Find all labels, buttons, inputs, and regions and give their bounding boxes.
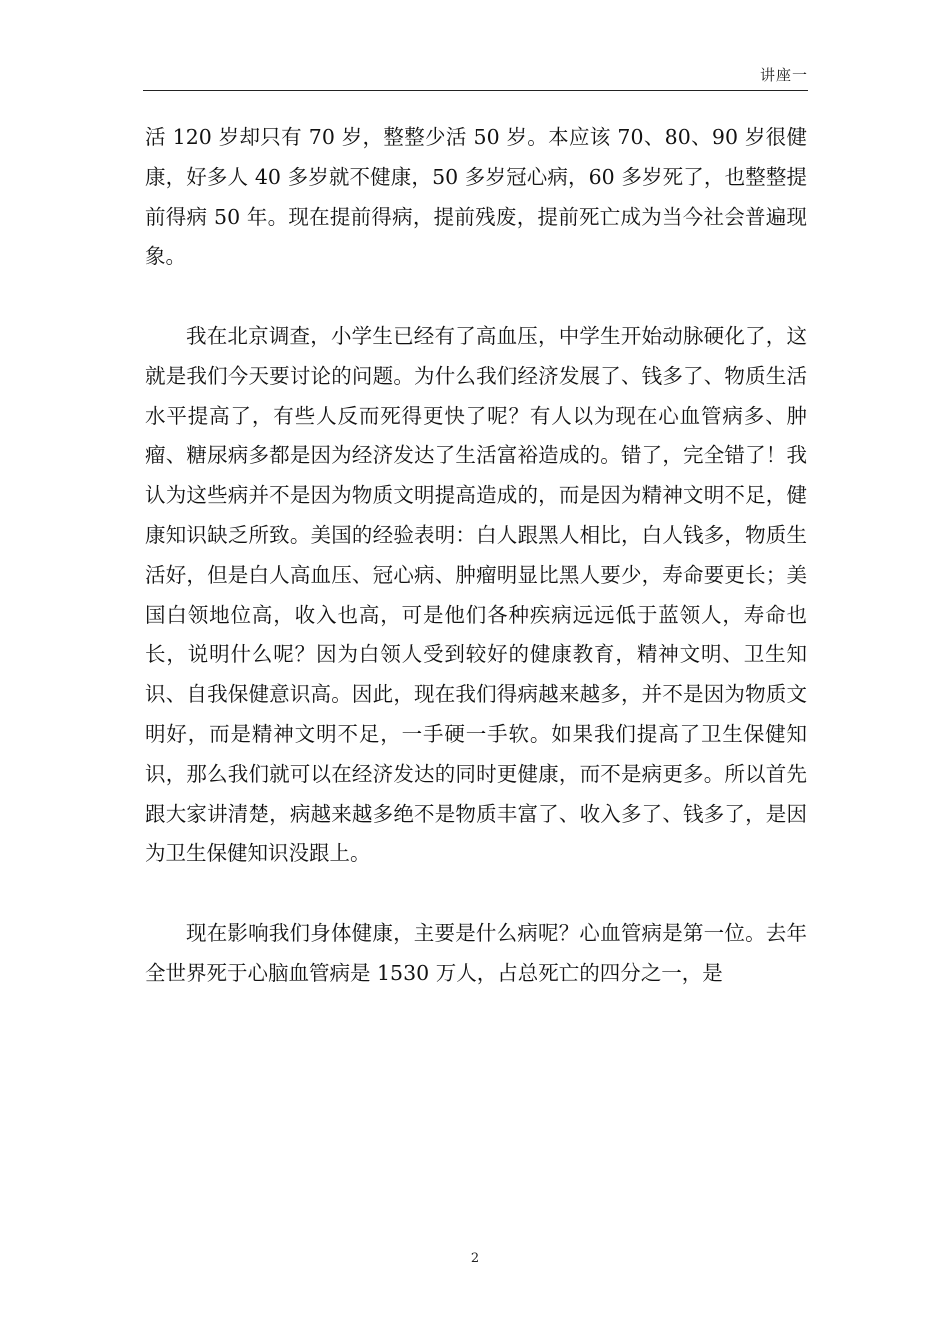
paragraph-beijing-survey: 我在北京调查，小学生已经有了高血压，中学生开始动脉硬化了，这就是我们今天要讨论的问题。为什么我们经济发展了、钱多了、物质生活水平提高了，有些人反而死得更快了呢？有人以为现在心血管病多、肿瘤、糖尿病多都是因为经济发达了生活富裕造成的。错了，完全错了！我认为这些病并不是因为物质文明提高造成的，而是因为精神文明不足，健康知识缺乏所致。美国的经验表明：白人跟黑人相比，白人钱多，物质生活好，但是白人高血压、冠心病、肿瘤明显比黑人要少，寿命要更长；美国白领地位高，收入也高，可是他们各种疾病远远低于蓝领人，寿命也长，说明什么呢？因为白领人受到较好的健康教育，精神文明、卫生知识、自我保健意识高。因此，现在我们得病越来越多，并不是因为物质文明好，而是精神文明不足，一手硬一手软。如果我们提高了卫生保健知识，那么我们就可以在经济发达的同时更健康，而不是病更多。所以首先跟大家讲清楚，病越来越多绝不是物质丰富了、收入多了、钱多了，是因为卫生保健知识没跟上。: [145, 323, 807, 866]
running-header-title: 讲座一: [759, 66, 808, 84]
page-number: 2: [470, 1251, 480, 1266]
header-rule: [143, 90, 808, 91]
paragraph-cardiovascular: 现在影响我们身体健康，主要是什么病呢？心血管病是第一位。去年全世界死于心脑血管病是 1530 万人，占总死亡的四分之一，是: [145, 920, 807, 985]
paragraph-continuation: 活 120 岁却只有 70 岁，整整少活 50 岁。本应该 70、80、90 岁很健康，好多人 40 多岁就不健康，50 多岁冠心病，60 多岁死了，也整整提前得病 50 年。现在提前得病，提前残废，提前死亡成为当今社会普遍现象。: [145, 125, 807, 269]
body-text: [145, 118, 807, 994]
